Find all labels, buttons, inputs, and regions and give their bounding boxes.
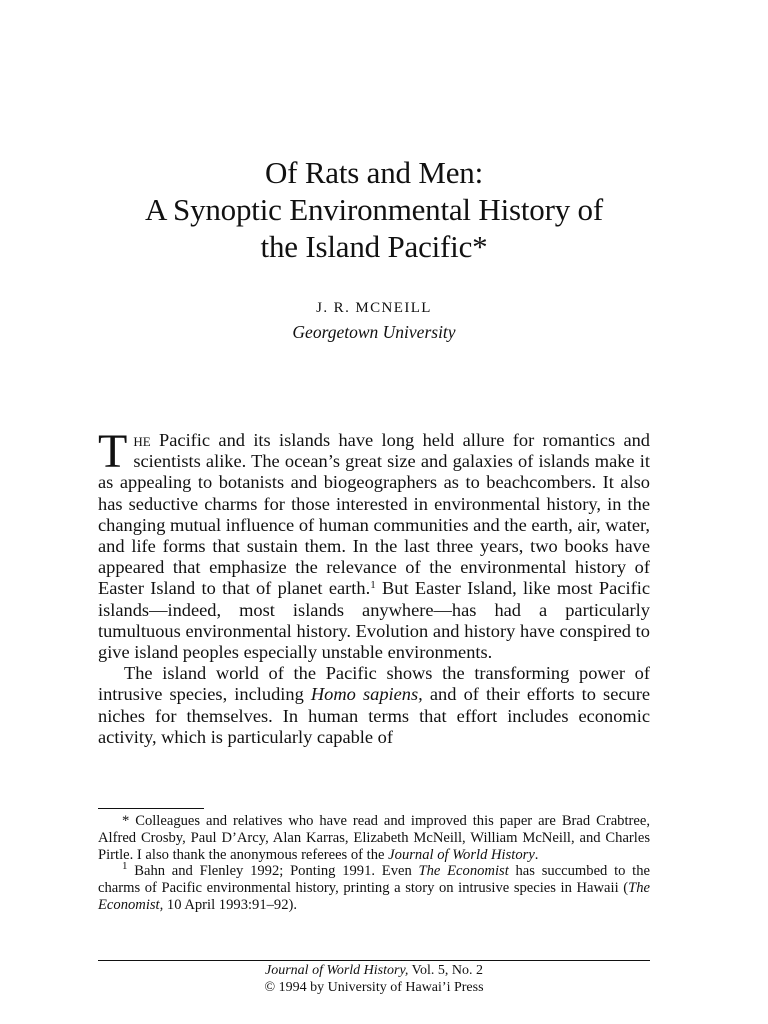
article-title bbox=[98, 154, 650, 265]
author-affiliation: Georgetown University bbox=[292, 322, 456, 342]
body-paragraph-1 bbox=[98, 425, 650, 663]
paragraph-1-text-b: But Easter Island, like most Pacific islands—indeed, most islands anywhere—has had a particularly tumultuous environmental history. Evolution and history have conspired to give island peoples especially unstable environments. bbox=[98, 578, 650, 663]
title-line-3 bbox=[98, 228, 650, 265]
footer-divider bbox=[98, 960, 650, 961]
journal-name: Journal of World History, bbox=[265, 963, 409, 978]
title-line-2: A Synoptic Environmental History of bbox=[145, 192, 603, 227]
drop-cap: T bbox=[98, 425, 128, 478]
opening-small-caps: he bbox=[133, 430, 151, 450]
footnote-star-italic: Journal of World History bbox=[388, 846, 535, 863]
footnote-star bbox=[98, 813, 650, 863]
paragraph-2-italic: Homo sapiens, bbox=[310, 684, 423, 705]
paragraph-2-text-b: and of their efforts to secure niches for themselves. In human terms that effort includes economic activity, which is particularly capable of bbox=[98, 684, 651, 747]
copyright-notice: © 1994 by University of Hawai’i Press bbox=[264, 980, 484, 995]
paragraph-2-text-a: The island world of the Pacific shows the transforming power of intrusive species, including bbox=[98, 663, 650, 705]
footnote-1-marker: 1 bbox=[122, 860, 128, 873]
paragraph-1-text-a: Pacific and its islands have long held allure for romantics and scientists alike. The ocean’s great size and galaxies of islands make it as appealing to botanists and biogeographers as to beachcombers. It also has seductive charms for those interested in environmental history, in the changing mutual influence of human communities and the earth, air, water, and life forms that sustain them. In the last three years, two books have appeared that emphasize the relevance of the environmental history of Easter Island to that of planet earth. bbox=[98, 430, 650, 599]
footnote-1-text-c: 10 April 1993:91–92). bbox=[163, 896, 298, 913]
journal-volume: Vol. 5, No. 2 bbox=[408, 963, 483, 978]
footnote-1-italic-b: The Economist, bbox=[98, 880, 650, 913]
footnote-star-text-b: . bbox=[534, 846, 539, 863]
title-footnote-marker[interactable]: * bbox=[472, 229, 488, 264]
footnote-star-text-a: * Colleagues and relatives who have read and improved this paper are Brad Crabtree, Alfred Crosby, Paul D’Arcy, Alan Karras, Elizabeth McNeill, William McNeill, and Charles Pirtle. I also thank the anonymous referees of the bbox=[98, 813, 650, 863]
body-paragraph-2 bbox=[98, 663, 650, 748]
author-name: J. R. MCNEILL bbox=[316, 300, 432, 316]
title-line-3-text: the Island Pacific bbox=[260, 229, 473, 264]
footnote-1-italic-a: The Economist bbox=[418, 863, 509, 880]
footnote-divider bbox=[98, 808, 204, 809]
page-footer bbox=[98, 962, 650, 996]
article-body bbox=[98, 425, 651, 748]
footnote-1-text-b: has succumbed to the charms of Pacific environmental history, printing a story on intrusive species in Hawaii ( bbox=[98, 863, 650, 897]
journal-citation bbox=[98, 962, 650, 979]
footnotes bbox=[98, 813, 650, 914]
title-line-1: Of Rats and Men: bbox=[264, 155, 484, 190]
footnote-1 bbox=[98, 860, 650, 913]
footnote-1-text-a: Bahn and Flenley 1992; Ponting 1991. Even bbox=[127, 863, 419, 880]
footnote-reference-1[interactable]: 1 bbox=[370, 579, 376, 592]
